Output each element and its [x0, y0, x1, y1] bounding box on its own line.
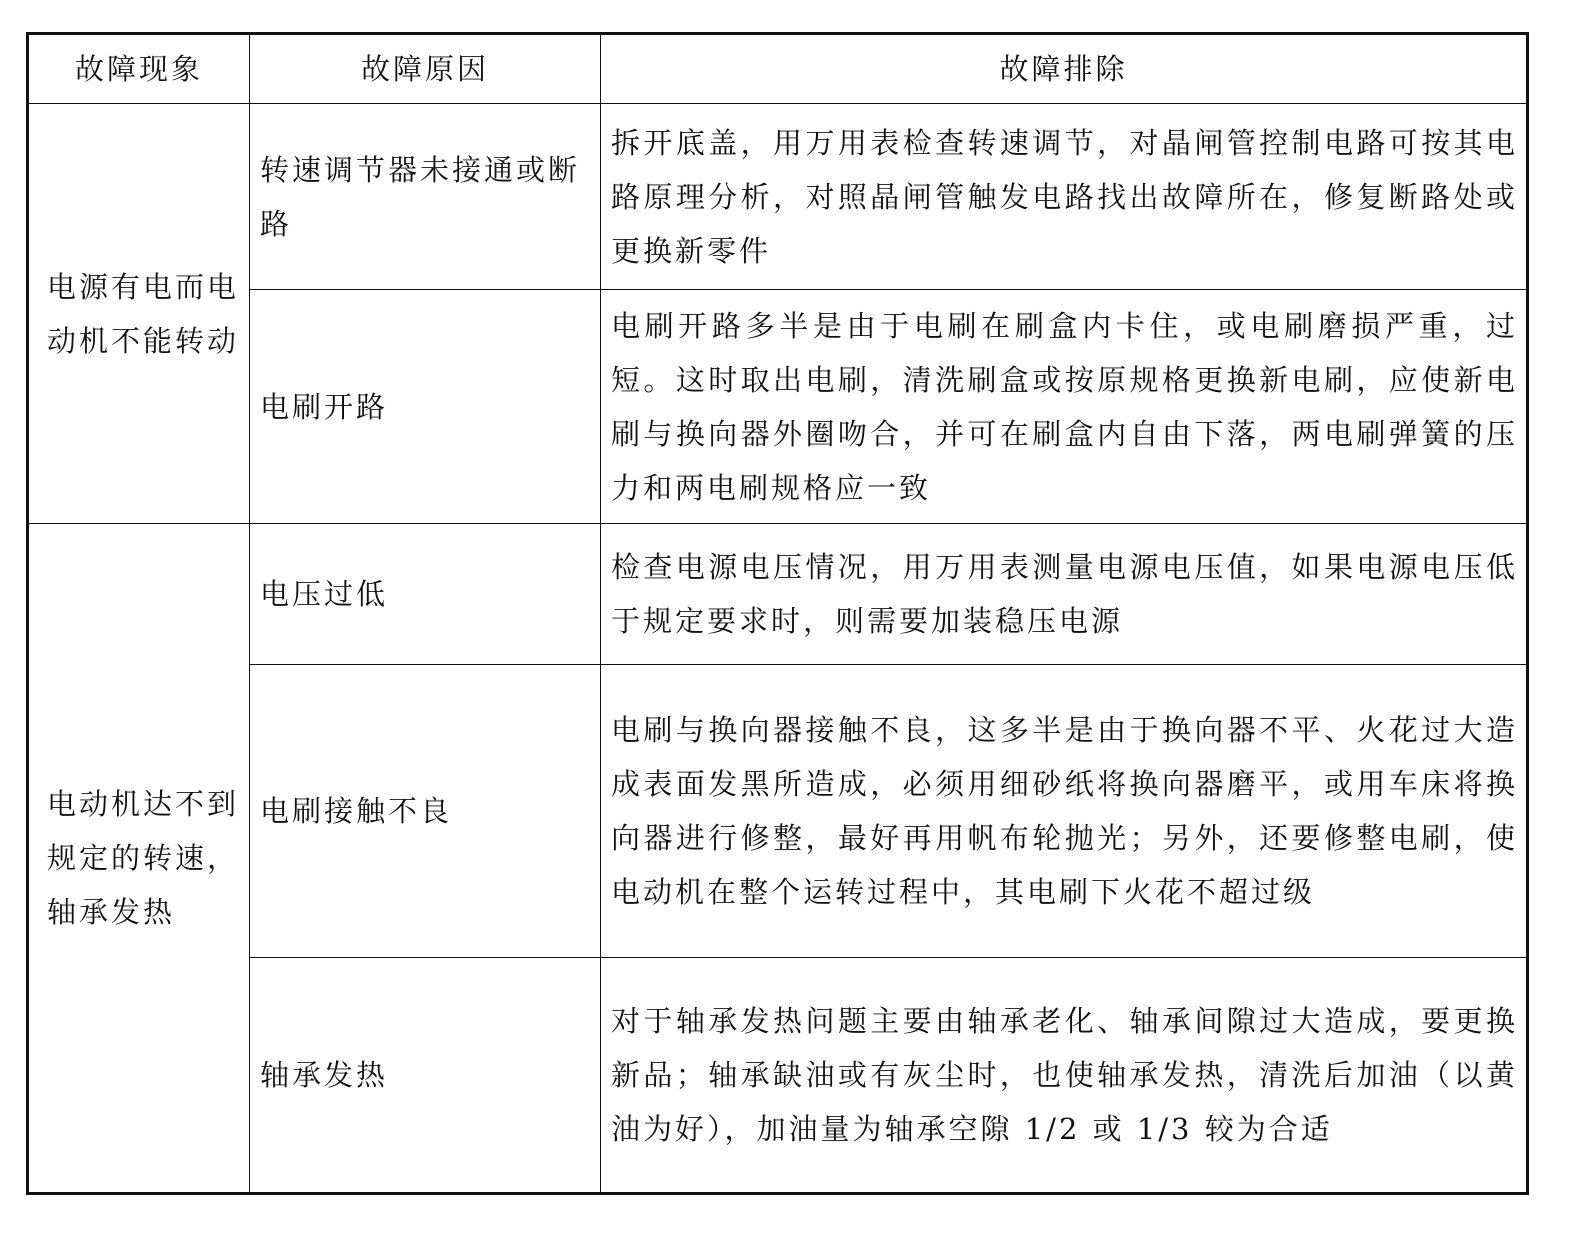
cause-cell: 电刷开路 [250, 290, 601, 524]
cause-cell: 电压过低 [250, 524, 601, 665]
table-row [28, 524, 1528, 665]
fix-cell: 拆开底盖，用万用表检查转速调节，对晶闸管控制电路可按其电路原理分析，对照晶闸管触发电路找出故障所在，修复断路处或更换新零件 [601, 104, 1528, 290]
fix-cell: 电刷开路多半是由于电刷在刷盒内卡住，或电刷磨损严重，过短。这时取出电刷，清洗刷盒或按原规格更换新电刷，应使新电刷与换向器外圈吻合，并可在刷盒内自由下落，两电刷弹簧的压力和两电刷规格应一致 [601, 290, 1528, 524]
table-row [28, 104, 1528, 290]
cause-cell: 轴承发热 [250, 958, 601, 1194]
table-row [28, 958, 1528, 1194]
cause-cell: 转速调节器未接通或断路 [250, 104, 601, 290]
fix-cell: 对于轴承发热问题主要由轴承老化、轴承间隙过大造成，要更换新品；轴承缺油或有灰尘时，也使轴承发热，清洗后加油（以黄油为好），加油量为轴承空隙 1/2 或 1/3 较为合适 [601, 958, 1528, 1194]
header-fix: 故障排除 [601, 34, 1528, 104]
header-symptom: 故障现象 [28, 34, 250, 104]
symptom-cell: 电源有电而电动机不能转动 [28, 104, 250, 524]
fault-table-container [26, 32, 1526, 1195]
table-row [28, 290, 1528, 524]
header-cause: 故障原因 [250, 34, 601, 104]
fix-cell: 电刷与换向器接触不良，这多半是由于换向器不平、火花过大造成表面发黑所造成，必须用细砂纸将换向器磨平，或用车床将换向器进行修整，最好再用帆布轮抛光；另外，还要修整电刷，使电动机在整个运转过程中，其电刷下火花不超过级 [601, 665, 1528, 958]
fault-table [26, 32, 1529, 1195]
cause-cell: 电刷接触不良 [250, 665, 601, 958]
table-header-row [28, 34, 1528, 104]
symptom-cell: 电动机达不到规定的转速，轴承发热 [28, 524, 250, 1194]
table-row [28, 665, 1528, 958]
fix-cell: 检查电源电压情况，用万用表测量电源电压值，如果电源电压低于规定要求时，则需要加装稳压电源 [601, 524, 1528, 665]
